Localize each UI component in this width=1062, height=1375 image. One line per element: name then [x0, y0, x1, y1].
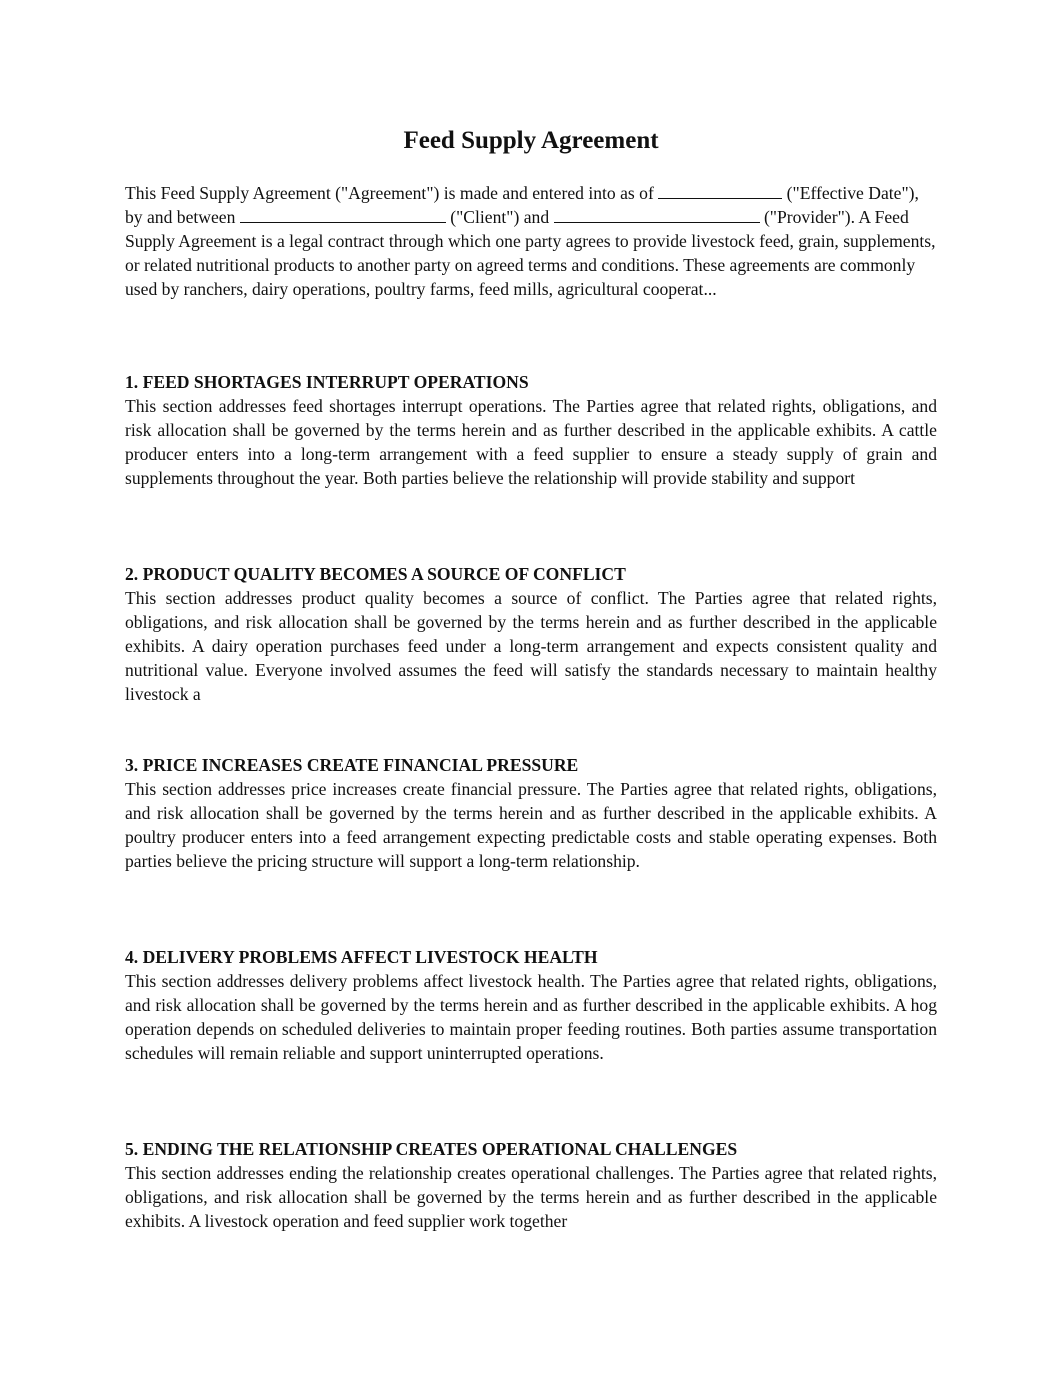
intro-text-1: This Feed Supply Agreement ("Agreement") is made and entered into as of: [125, 183, 654, 203]
section-2: [125, 562, 937, 706]
section-heading: 1. FEED SHORTAGES INTERRUPT OPERATIONS: [125, 372, 529, 392]
section-heading: 4. DELIVERY PROBLEMS AFFECT LIVESTOCK HEALTH: [125, 947, 598, 967]
client-name-blank: [240, 207, 446, 223]
section-4: [125, 945, 937, 1065]
section-heading: 2. PRODUCT QUALITY BECOMES A SOURCE OF CONFLICT: [125, 564, 626, 584]
section-body: This section addresses delivery problems affect livestock health. The Parties agree that related rights, obligations, and risk allocation shall be governed by the terms herein and as further described in the applicable exhibits. A hog operation depends on scheduled deliveries to maintain proper feeding routines. Both parties assume transportation schedules will remain reliable and support uninterrupted operations.: [125, 971, 937, 1063]
section-3: [125, 753, 937, 873]
section-heading: 3. PRICE INCREASES CREATE FINANCIAL PRESSURE: [125, 755, 579, 775]
intro-text-2: ("Effective Date"), by and between: [125, 183, 919, 227]
section-5: [125, 1137, 937, 1233]
intro-paragraph: [125, 181, 937, 301]
intro-text-3: ("Client") and: [450, 207, 550, 227]
section-1: [125, 370, 937, 490]
section-heading: 5. ENDING THE RELATIONSHIP CREATES OPERATIONAL CHALLENGES: [125, 1139, 738, 1159]
section-body: This section addresses feed shortages interrupt operations. The Parties agree that related rights, obligations, and risk allocation shall be governed by the terms herein and as further described in the applicable exhibits. A cattle producer enters into a long-term arrangement with a feed supplier to ensure a steady supply of grain and supplements throughout the year. Both parties believe the relationship will provide stability and support: [125, 396, 937, 488]
section-body: This section addresses ending the relationship creates operational challenges. The Parties agree that related rights, obligations, and risk allocation shall be governed by the terms herein and as further described in the applicable exhibits. A livestock operation and feed supplier work together: [125, 1163, 937, 1231]
provider-name-blank: [554, 207, 760, 223]
effective-date-blank: [658, 183, 782, 199]
section-body: This section addresses price increases create financial pressure. The Parties agree that related rights, obligations, and risk allocation shall be governed by the terms herein and as further described in the applicable exhibits. A poultry producer enters into a feed arrangement expecting predictable costs and stable operating expenses. Both parties believe the pricing structure will support a long-term relationship.: [125, 779, 937, 871]
section-body: This section addresses product quality becomes a source of conflict. The Parties agree that related rights, obligations, and risk allocation shall be governed by the terms herein and as further described in the applicable exhibits. A dairy operation purchases feed under a long-term arrangement and expects consistent quality and nutritional value. Everyone involved assumes the feed will satisfy the standards necessary to maintain healthy livestock a: [125, 588, 937, 704]
document-title: Feed Supply Agreement: [403, 127, 659, 154]
intro-text-4: ("Provider"). A Feed Supply Agreement is a legal contract through which one party agrees to provide livestock feed, grain, supplements, or related nutritional products to another party on agreed terms and conditions. These agreements are commonly used by ranchers, dairy operations, poultry farms, feed mills, agricultural cooperat...: [125, 207, 936, 299]
